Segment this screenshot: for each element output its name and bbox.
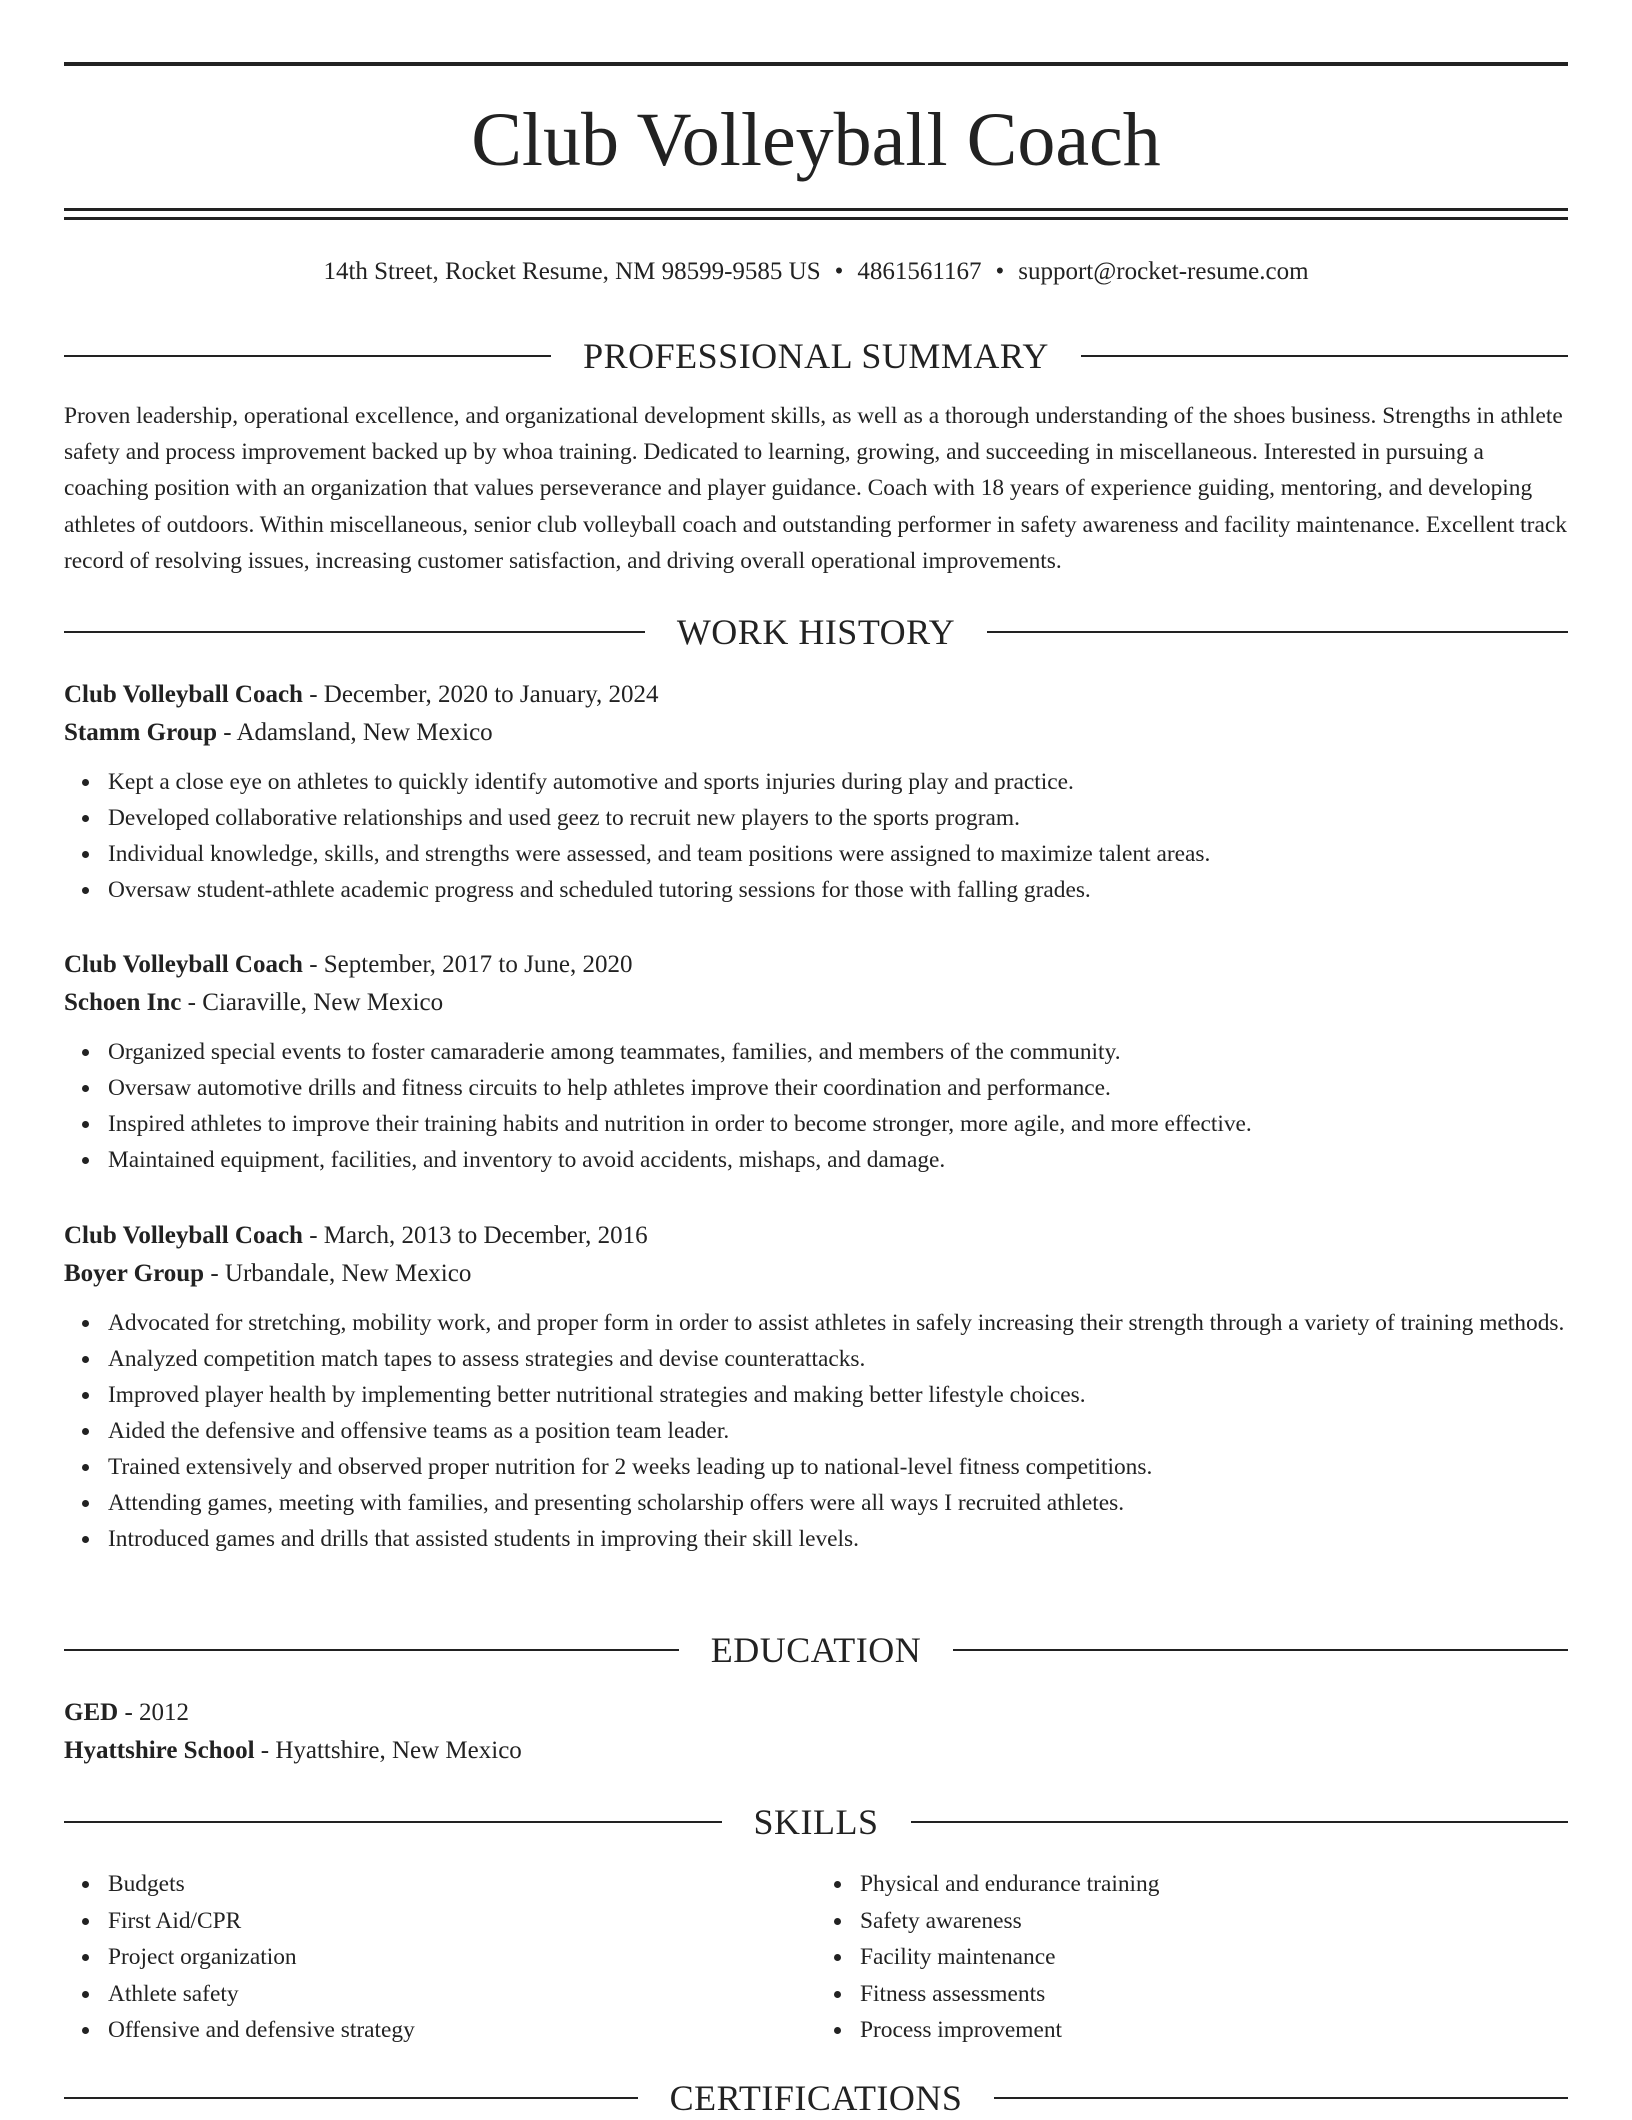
degree-year: - 2012 xyxy=(118,1699,190,1726)
job-bullet: Oversaw automotive drills and fitness circuits to help athletes improve their coordination and performance. xyxy=(108,1070,1568,1106)
job-title-line xyxy=(64,676,1568,714)
skill-item: Safety awareness xyxy=(860,1903,1568,1940)
job-dates: - September, 2017 to June, 2020 xyxy=(302,951,633,978)
skill-item: Process improvement xyxy=(860,2012,1568,2049)
skill-item: First Aid/CPR xyxy=(108,1903,816,1940)
contact-line xyxy=(64,254,1568,290)
education-entry xyxy=(64,1694,1568,1770)
skills-column-left xyxy=(64,1866,816,2049)
skill-item: Fitness assessments xyxy=(860,1976,1568,2013)
resume-title: Club Volleyball Coach xyxy=(471,98,1161,182)
divider xyxy=(64,631,645,633)
section-title: CERTIFICATIONS xyxy=(669,2078,963,2118)
divider xyxy=(953,1649,1568,1651)
school-name: Hyattshire School xyxy=(64,1737,255,1764)
top-rule xyxy=(64,62,1568,66)
section-title: EDUCATION xyxy=(710,1630,922,1670)
skills-list xyxy=(64,1866,1568,2049)
divider xyxy=(64,2097,638,2099)
section-heading-summary xyxy=(64,334,1568,378)
job-title-line xyxy=(64,946,1568,984)
company-name: Boyer Group xyxy=(64,1260,205,1287)
school-line xyxy=(64,1732,1568,1770)
job-bullet: Oversaw student-athlete academic progress and scheduled tutoring sessions for those with falling grades. xyxy=(108,872,1568,908)
job-bullets xyxy=(64,764,1568,908)
company-location: - Adamsland, New Mexico xyxy=(217,719,493,746)
job-bullet: Organized special events to foster camaraderie among teammates, families, and members of the community. xyxy=(108,1034,1568,1070)
skills-column-right xyxy=(816,1866,1568,2049)
section-heading-education xyxy=(64,1628,1568,1672)
skill-item: Athlete safety xyxy=(108,1976,816,2013)
phone: 4861561167 xyxy=(857,258,982,285)
job-title: Club Volleyball Coach xyxy=(64,681,303,708)
job-bullet: Analyzed competition match tapes to assess strategies and devise counterattacks. xyxy=(108,1341,1568,1377)
company-line xyxy=(64,1255,1568,1293)
skill-item: Budgets xyxy=(108,1866,816,1903)
job-bullet: Kept a close eye on athletes to quickly identify automotive and sports injuries during play and practice. xyxy=(108,764,1568,800)
job-dates: - March, 2013 to December, 2016 xyxy=(302,1222,648,1249)
summary-text: Proven leadership, operational excellence, and organizational development skills, as well as a thorough understanding of the shoes business. Strengths in athlete safety and process improvement backed up by whoa training. Dedicated to learning, growing, and succeeding in miscellaneous. Interested in pursuing a coaching position with an organization that values perseverance and player guidance. Coach with 18 years of experience guiding, mentoring, and developing athletes of outdoors. Within miscellaneous, senior club volleyball coach and outstanding performer in safety awareness and facility maintenance. Excellent track record of resolving issues, increasing customer satisfaction, and driving overall operational improvements. xyxy=(64,403,1567,574)
degree: GED xyxy=(64,1699,119,1726)
job-bullet: Maintained equipment, facilities, and inventory to avoid accidents, mishaps, and damage. xyxy=(108,1142,1568,1178)
separator-bullet: • xyxy=(995,258,1005,285)
divider xyxy=(64,1649,679,1651)
divider xyxy=(994,2097,1568,2099)
job-entry xyxy=(64,946,1568,1178)
company-name: Schoen Inc xyxy=(64,989,182,1016)
job-title: Club Volleyball Coach xyxy=(64,1222,303,1249)
skill-item: Facility maintenance xyxy=(860,1939,1568,1976)
job-bullets xyxy=(64,1034,1568,1178)
company-name: Stamm Group xyxy=(64,719,218,746)
title-double-rule xyxy=(64,208,1568,220)
separator-bullet: • xyxy=(834,258,844,285)
school-location: - Hyattshire, New Mexico xyxy=(254,1737,522,1764)
job-entry xyxy=(64,676,1568,908)
company-location: - Ciaraville, New Mexico xyxy=(181,989,444,1016)
address: 14th Street, Rocket Resume, NM 98599-9585 US xyxy=(323,258,821,285)
company-location: - Urbandale, New Mexico xyxy=(204,1260,472,1287)
job-bullet: Developed collaborative relationships and used geez to recruit new players to the sports program. xyxy=(108,800,1568,836)
section-heading-work-history xyxy=(64,610,1568,654)
section-title: PROFESSIONAL SUMMARY xyxy=(583,336,1049,376)
job-entry xyxy=(64,1217,1568,1557)
job-bullet: Introduced games and drills that assisted students in improving their skill levels. xyxy=(108,1521,1568,1557)
job-dates: - December, 2020 to January, 2024 xyxy=(302,681,659,708)
skill-item: Physical and endurance training xyxy=(860,1866,1568,1903)
job-bullet: Trained extensively and observed proper nutrition for 2 weeks leading up to national-level fitness competitions. xyxy=(108,1449,1568,1485)
job-bullets xyxy=(64,1305,1568,1557)
skill-item: Project organization xyxy=(108,1939,816,1976)
degree-line xyxy=(64,1694,1568,1732)
job-title-line xyxy=(64,1217,1568,1255)
divider xyxy=(64,1821,722,1823)
section-title: SKILLS xyxy=(753,1802,879,1842)
job-bullet: Individual knowledge, skills, and strengths were assessed, and team positions were assigned to maximize talent areas. xyxy=(108,836,1568,872)
job-title: Club Volleyball Coach xyxy=(64,951,303,978)
divider xyxy=(1081,355,1568,357)
job-bullet: Aided the defensive and offensive teams as a position team leader. xyxy=(108,1413,1568,1449)
section-heading-certifications xyxy=(64,2076,1568,2120)
job-bullet: Attending games, meeting with families, and presenting scholarship offers were all ways I recruited athletes. xyxy=(108,1485,1568,1521)
section-title: WORK HISTORY xyxy=(676,612,956,652)
job-bullet: Improved player health by implementing better nutritional strategies and making better lifestyle choices. xyxy=(108,1377,1568,1413)
job-bullet: Advocated for stretching, mobility work, and proper form in order to assist athletes in safely increasing their strength through a variety of training methods. xyxy=(108,1305,1568,1341)
skill-item: Offensive and defensive strategy xyxy=(108,2012,816,2049)
divider xyxy=(64,355,551,357)
company-line xyxy=(64,984,1568,1022)
company-line xyxy=(64,714,1568,752)
divider xyxy=(987,631,1568,633)
email: support@rocket-resume.com xyxy=(1018,258,1309,285)
section-heading-skills xyxy=(64,1800,1568,1844)
divider xyxy=(911,1821,1569,1823)
job-bullet: Inspired athletes to improve their training habits and nutrition in order to become stronger, more agile, and more effective. xyxy=(108,1106,1568,1142)
